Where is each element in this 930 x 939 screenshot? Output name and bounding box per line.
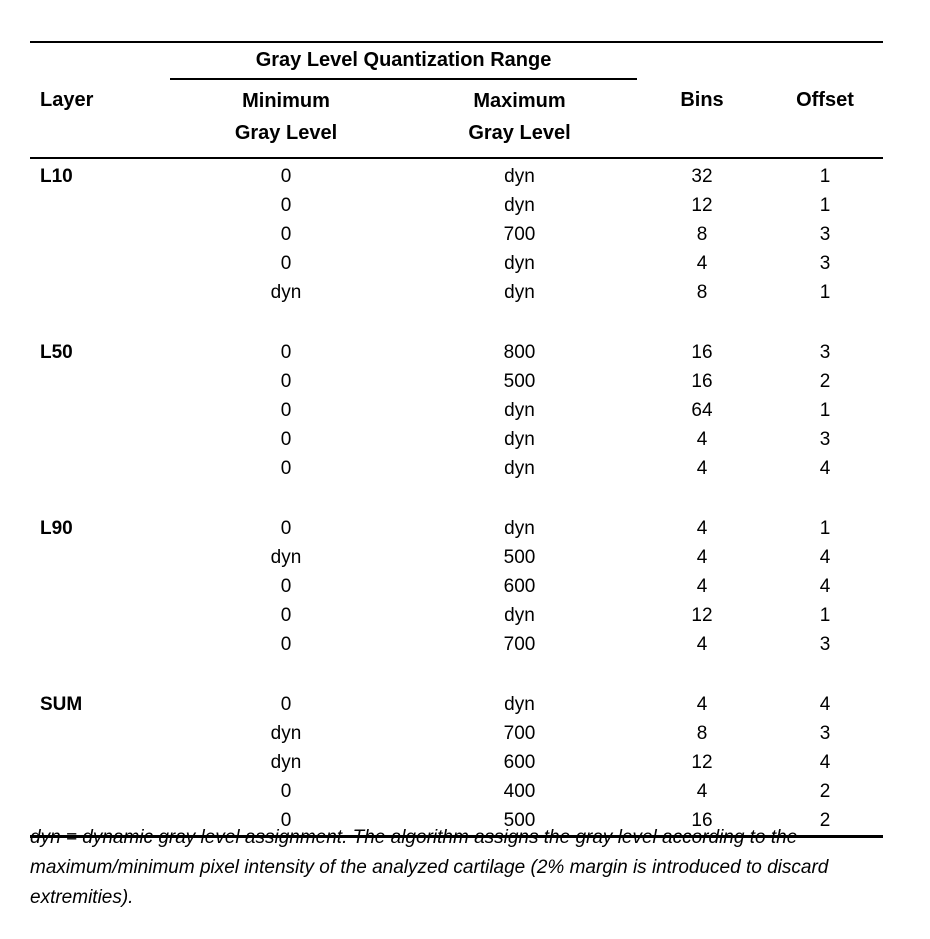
bins-cell: 12 <box>691 194 713 216</box>
bins-cell: 4 <box>696 633 708 655</box>
max-gray-level-cell: 700 <box>503 633 536 655</box>
offset-cell: 3 <box>819 252 831 274</box>
layer-label-empty <box>30 630 170 659</box>
max-gray-level-cell: 600 <box>503 751 536 773</box>
min-gray-level-cell: 0 <box>280 341 292 363</box>
column-header-maximum <box>402 79 637 158</box>
layer-label-empty <box>30 220 170 249</box>
max-gray-level-cell: dyn <box>504 604 535 626</box>
table-row <box>30 249 883 278</box>
max-gray-level-cell: dyn <box>504 165 535 187</box>
table-row <box>30 630 883 659</box>
offset-cell: 2 <box>819 809 831 831</box>
max-gray-level-cell: 700 <box>503 722 536 744</box>
bins-cell: 16 <box>691 809 713 831</box>
group-spacer-cell <box>30 659 883 690</box>
layer-label-empty <box>30 454 170 483</box>
layer-label: SUM <box>40 693 83 715</box>
layer-label-empty <box>30 719 170 748</box>
bins-cell: 8 <box>696 223 708 245</box>
span-header: Gray Level Quantization Range <box>170 42 637 79</box>
table-header <box>30 42 883 158</box>
layer-label: L10 <box>40 165 73 187</box>
table-row <box>30 338 883 367</box>
table-row <box>30 454 883 483</box>
min-gray-level-cell: 0 <box>280 780 292 802</box>
min-gray-level-cell: 0 <box>280 575 292 597</box>
table-row <box>30 396 883 425</box>
min-gray-level-cell: dyn <box>270 281 302 303</box>
layer-label-empty <box>30 572 170 601</box>
min-gray-level-cell: 0 <box>280 457 292 479</box>
offset-cell: 3 <box>819 633 831 655</box>
span-header-row <box>30 42 883 79</box>
max-gray-level-cell: dyn <box>504 517 535 539</box>
bins-cell: 4 <box>696 546 708 568</box>
bins-cell: 64 <box>691 399 713 421</box>
column-header-minimum <box>170 79 402 158</box>
table-body <box>30 158 883 837</box>
table-row <box>30 425 883 454</box>
max-gray-level-cell: 500 <box>503 370 536 392</box>
max-gray-level-cell: 500 <box>503 546 536 568</box>
bins-cell: 4 <box>696 252 708 274</box>
layer-label: L90 <box>40 517 73 539</box>
column-header-bins: Bins <box>637 79 767 158</box>
table-row <box>30 601 883 630</box>
max-gray-level-cell: dyn <box>504 428 535 450</box>
table-footnote: dyn = dynamic gray level assignment. The algorithm assigns the gray level according to the maximum/minimum pixel intensity of the analyzed cartilage (2% margin is introduced to discard extremities). <box>30 827 829 908</box>
offset-cell: 1 <box>819 165 831 187</box>
bins-cell: 4 <box>696 693 708 715</box>
table-row <box>30 158 883 191</box>
bins-cell: 8 <box>696 722 708 744</box>
offset-cell: 4 <box>819 693 831 715</box>
quantization-table <box>30 41 883 838</box>
min-gray-level-cell: 0 <box>280 428 292 450</box>
offset-cell: 1 <box>819 281 831 303</box>
layer-label-empty <box>30 601 170 630</box>
bins-cell: 4 <box>696 457 708 479</box>
table-row <box>30 220 883 249</box>
table-row <box>30 572 883 601</box>
layer-label-empty <box>30 425 170 454</box>
min-gray-level-cell: 0 <box>280 693 292 715</box>
min-gray-level-cell: 0 <box>280 223 292 245</box>
bins-cell: 16 <box>691 370 713 392</box>
group-spacer-cell <box>30 307 883 338</box>
min-gray-level-cell: dyn <box>270 722 302 744</box>
min-gray-level-cell: 0 <box>280 194 292 216</box>
bins-cell: 4 <box>696 575 708 597</box>
min-gray-level-cell: dyn <box>270 751 302 773</box>
min-gray-level-cell: 0 <box>280 809 292 831</box>
layer-label: L50 <box>40 341 73 363</box>
table-row <box>30 719 883 748</box>
column-header-maximum-line2: Gray Level <box>468 122 571 144</box>
min-gray-level-cell: 0 <box>280 517 292 539</box>
max-gray-level-cell: dyn <box>504 693 535 715</box>
max-gray-level-cell: dyn <box>504 252 535 274</box>
bins-cell: 16 <box>691 341 713 363</box>
table-row <box>30 367 883 396</box>
span-header-spacer-offset <box>767 42 883 79</box>
max-gray-level-cell: 400 <box>503 780 536 802</box>
group-spacer-cell <box>30 483 883 514</box>
span-header-spacer-bins <box>637 42 767 79</box>
min-gray-level-cell: 0 <box>280 165 292 187</box>
min-gray-level-cell: dyn <box>270 546 302 568</box>
offset-cell: 1 <box>819 517 831 539</box>
offset-cell: 1 <box>819 194 831 216</box>
max-gray-level-cell: dyn <box>504 281 535 303</box>
offset-cell: 2 <box>819 370 831 392</box>
layer-label-empty <box>30 191 170 220</box>
min-gray-level-cell: 0 <box>280 399 292 421</box>
offset-cell: 1 <box>819 399 831 421</box>
max-gray-level-cell: 500 <box>503 809 536 831</box>
table-row <box>30 748 883 777</box>
min-gray-level-cell: 0 <box>280 633 292 655</box>
span-header-spacer-left <box>30 42 170 79</box>
bins-cell: 12 <box>691 604 713 626</box>
offset-cell: 3 <box>819 428 831 450</box>
max-gray-level-cell: dyn <box>504 457 535 479</box>
max-gray-level-cell: dyn <box>504 194 535 216</box>
column-header-offset: Offset <box>767 79 883 158</box>
offset-cell: 2 <box>819 780 831 802</box>
column-header-layer: Layer <box>30 79 170 158</box>
layer-label-empty <box>30 748 170 777</box>
table-row <box>30 191 883 220</box>
bins-cell: 4 <box>696 780 708 802</box>
bins-cell: 32 <box>691 165 713 187</box>
bins-cell: 12 <box>691 751 713 773</box>
column-header-row <box>30 79 883 158</box>
max-gray-level-cell: 800 <box>503 341 536 363</box>
column-header-minimum-line2: Gray Level <box>234 122 338 144</box>
max-gray-level-cell: 700 <box>503 223 536 245</box>
layer-label-empty <box>30 396 170 425</box>
min-gray-level-cell: 0 <box>280 252 292 274</box>
column-header-maximum-line1: Maximum <box>473 90 566 112</box>
min-gray-level-cell: 0 <box>280 604 292 626</box>
offset-cell: 3 <box>819 722 831 744</box>
group-spacer-row <box>30 307 883 338</box>
table-row <box>30 514 883 543</box>
max-gray-level-cell: 600 <box>503 575 536 597</box>
bins-cell: 4 <box>696 517 708 539</box>
bins-cell: 8 <box>696 281 708 303</box>
min-gray-level-cell: 0 <box>280 370 292 392</box>
group-spacer-row <box>30 659 883 690</box>
layer-label-empty <box>30 777 170 806</box>
offset-cell: 3 <box>819 341 831 363</box>
group-spacer-row <box>30 483 883 514</box>
layer-label-empty <box>30 249 170 278</box>
table-row <box>30 690 883 719</box>
layer-label-empty <box>30 278 170 307</box>
layer-label-empty <box>30 543 170 572</box>
max-gray-level-cell: dyn <box>504 399 535 421</box>
offset-cell: 4 <box>819 546 831 568</box>
column-header-minimum-line1: Minimum <box>242 90 330 112</box>
offset-cell: 1 <box>819 604 831 626</box>
table-row <box>30 543 883 572</box>
offset-cell: 3 <box>819 223 831 245</box>
offset-cell: 4 <box>819 457 831 479</box>
table-row <box>30 278 883 307</box>
layer-label-empty <box>30 367 170 396</box>
bins-cell: 4 <box>696 428 708 450</box>
table-row <box>30 777 883 806</box>
offset-cell: 4 <box>819 751 831 773</box>
offset-cell: 4 <box>819 575 831 597</box>
